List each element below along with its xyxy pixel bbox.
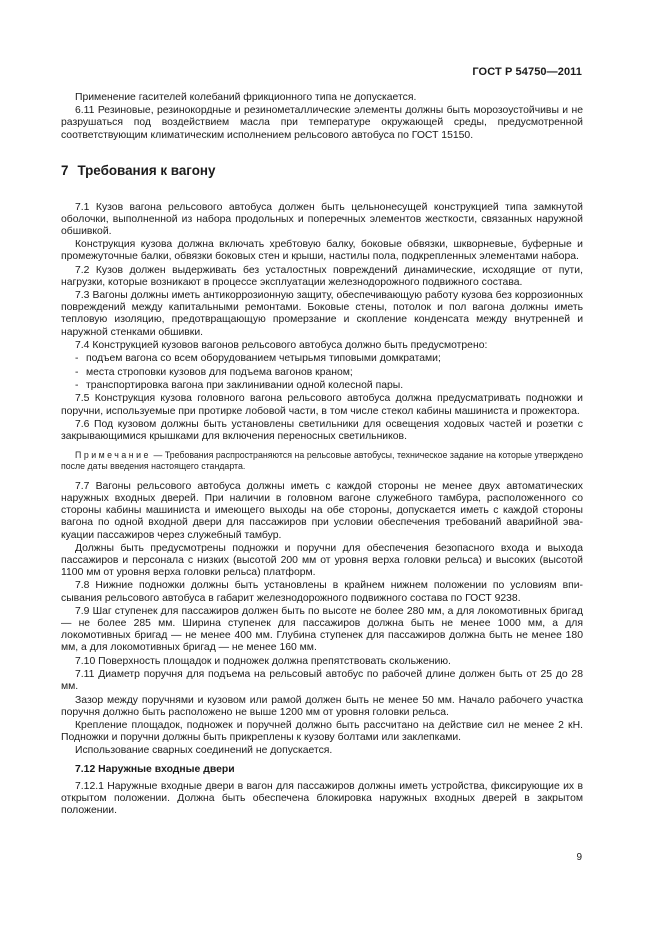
paragraph: 7.6 Под кузовом должны быть установлены светильники для освещения ходовых частей и розетки с закрывающимися крышками для включения переносных светильников. (61, 418, 583, 443)
dash-marker: - (75, 366, 79, 378)
paragraph: 7.5 Конструкция кузова головного вагона рельсового автобуса должна предусматривать подножки и поручни, используемые при протирке лобовой части, в том числе стекол кабины машиниста и прожектора. (61, 393, 583, 417)
page-number: 9 (576, 852, 582, 863)
paragraph: Крепление площадок, подножек и поручней должно быть рассчитано на действие сил не менее 2 кН. Подножки и поручни должны быть прикреплены к кузову болтами или заклепками. (61, 719, 583, 744)
section-title: Требования к вагону (77, 162, 216, 178)
paragraph: 7.2 Кузов должен выдерживать без усталостных повреждений динамические, исходящие от пути, нагрузки, которые возникают в процессе эксплуатации железнодорожного подвижного состава. (61, 264, 583, 288)
paragraph: 7.4 Конструкцией кузовов вагонов рельсового автобуса должно быть предусмотрено: (75, 339, 488, 351)
paragraph: 7.12.1 Наружные входные двери в вагон для пассажиров должны иметь устройства, фиксирующие их в открытом положении. Должна быть обеспечена блокировка наружных входных дверей в закрытом положении. (61, 780, 583, 816)
paragraph: 7.9 Шаг ступенек для пассажиров должен быть по высоте не более 280 мм, а для локомотивных бригад — не более 285 мм. Ширина ступенек для пассажиров должна быть не менее 1000 мм, а для локомотивных бригад — не менее 400 мм. Глубина ступенек для пассажиров должна быть не менее 180 мм, а для локомотивных бригад — не менее 160 мм. (61, 605, 583, 654)
paragraph: 7.8 Нижние подножки должны быть установлены в крайнем нижнем положении по условиям вписывания рельсового автобуса в габарит железнодорожного подвижного состава по ГОСТ 9238. (61, 580, 583, 604)
paragraph: 7.10 Поверхность площадок и подножек должна препятствовать скольжению. (75, 655, 451, 667)
paragraph: 6.11 Резиновые, резинокордные и резинометаллические элементы должны быть морозоустойчивы и не разрушаться под воздействием масла при температуре окружающей среды, предусмотренной соответствующим климатическим исполнением рельсового автобуса по ГОСТ 15150. (61, 105, 583, 141)
list-item (61, 380, 583, 392)
note-text: — Требования распространяются на рельсовые автобусы, техническое задание на которые утверждено после даты введения настоящего стандарта. (61, 450, 583, 472)
subsection-heading: 7.12 Наружные входные двери (75, 763, 235, 775)
paragraph: Применение гасителей колебаний фрикционного типа не допускается. (75, 92, 417, 103)
page-content (61, 92, 583, 818)
paragraph: 7.1 Кузов вагона рельсового автобуса должен быть цельнонесущей конструкцией типа замкнутой оболочки, выполненной из набора продольных и поперечных элементов жесткости, связанных наружной обшивкой. (61, 201, 583, 237)
note (61, 450, 583, 472)
paragraph: 7.11 Диаметр поручня для подъема на рельсовый автобус по рабочей длине должен быть от 25 до 28 мм. (61, 669, 583, 693)
paragraph: Конструкция кузова должна включать хребтовую балку, боковые обвязки, шкворневые, буферные и промежуточные балки, обвязки боковых стен и крыши, настилы пола, подкрепленных элементами набора. (61, 239, 583, 263)
paragraph: Использование сварных соединений не допускается. (75, 745, 333, 757)
list-item-text: подъем вагона со всем оборудованием четырьмя типовыми домкратами; (86, 353, 441, 365)
dash-marker: - (75, 380, 79, 392)
document-id-header: ГОСТ Р 54750—2011 (472, 66, 582, 78)
paragraph: Должны быть предусмотрены подножки и поручни для обеспечения безопасного входа и выхода пассажиров и персонала с низких (высотой 200 мм от уровня верха головки рельса) и высоких (высотой 1100 мм от уровня верха головки рельса) платформ. (61, 542, 583, 579)
paragraph: 7.3 Вагоны должны иметь антикоррозионную защиту, обеспечивающую работу кузова без коррозионных повреждений между капитальными ремонтами. Боковые стены, потолок и пол вагона должны иметь тепловую изоляцию, предотвращающую промерзание и скопление конденсата между внутренней и наружной стенками обшивки. (61, 290, 583, 338)
section-number: 7 (61, 162, 69, 178)
list-item-text: транспортировка вагона при заклинивании одной колесной пары. (86, 380, 404, 392)
dash-marker: - (75, 353, 79, 365)
section-heading (61, 163, 583, 179)
note-label: Примечание (75, 450, 151, 461)
list-item (61, 353, 583, 365)
paragraph: 7.7 Вагоны рельсового автобуса должны иметь с каждой стороны не менее двух автоматических наружных входных дверей. При наличии в головном вагоне служебного тамбура, расположенного со стороны кабины машиниста и имеющего выходы на обе стороны, допускается иметь с каждой стороны вагона по одной входной двери для пассажиров при условии обеспечения требований аварийной эвакуации пассажиров через служебный тамбур. (61, 481, 583, 541)
list-item-text: места строповки кузовов для подъема вагонов краном; (86, 366, 353, 378)
paragraph: Зазор между поручнями и кузовом или рамой должен быть не менее 50 мм. Начало рабочего участка поручня должно быть расположено не выше 1200 мм от уровня головки рельса. (61, 694, 583, 718)
list-item (61, 367, 583, 379)
